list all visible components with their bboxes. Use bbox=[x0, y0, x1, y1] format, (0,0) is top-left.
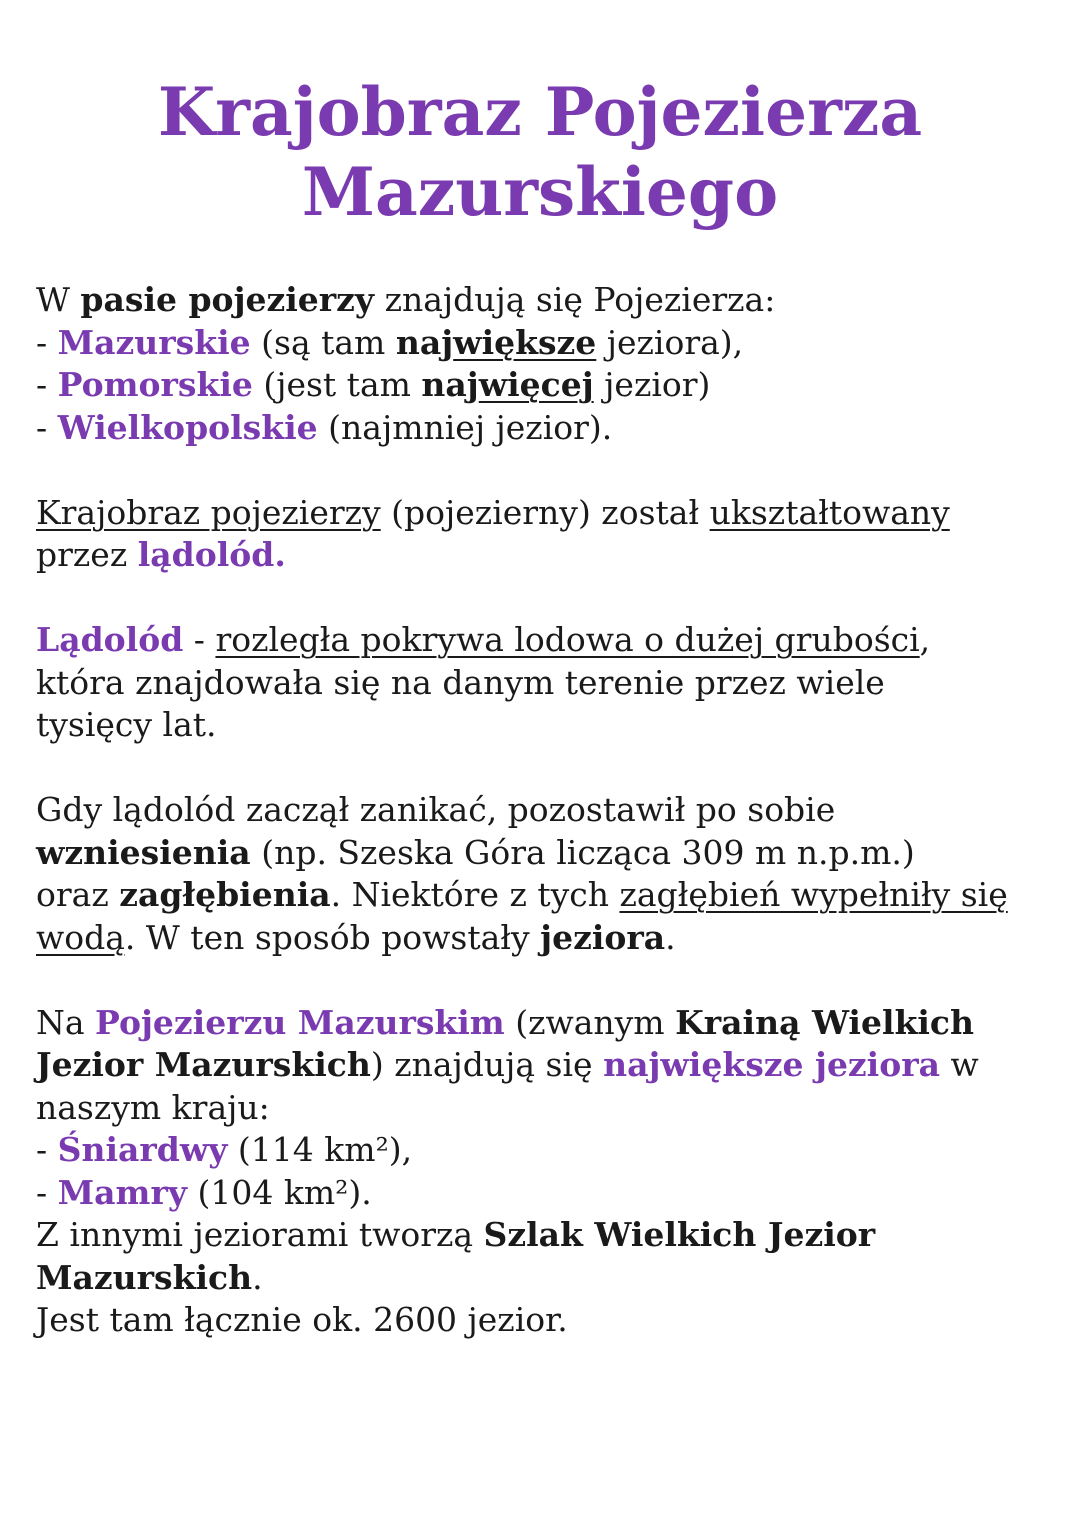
spacer bbox=[36, 577, 1046, 620]
paragraph-line bbox=[36, 1002, 1046, 1045]
section-lake-districts bbox=[36, 279, 1046, 449]
underlined-term: wodą bbox=[36, 917, 125, 957]
text: oraz bbox=[36, 875, 120, 914]
paragraph-line bbox=[36, 874, 1046, 917]
paragraph-line bbox=[36, 1214, 1046, 1257]
paragraph-line bbox=[36, 1044, 1046, 1087]
paragraph-line: Jest tam łącznie ok. 2600 jezior. bbox=[36, 1300, 568, 1339]
text: . bbox=[665, 917, 676, 957]
underlined-term: zagłębień wypełniły się bbox=[619, 875, 1008, 914]
highlight-term: lądolód. bbox=[137, 535, 286, 574]
bold-underlined-term: większe bbox=[453, 322, 597, 362]
text: znajdują się Pojezierza: bbox=[374, 280, 776, 319]
spacer bbox=[36, 449, 1046, 492]
bold-term: pasie pojezierzy bbox=[80, 280, 375, 319]
region-name: Pomorskie bbox=[57, 365, 253, 404]
text: W bbox=[36, 280, 81, 319]
page-title bbox=[0, 72, 1080, 232]
underlined-term: rozległa pokrywa lodowa o dużej grubości bbox=[215, 620, 920, 659]
section-masurian bbox=[36, 1002, 1046, 1342]
text: , bbox=[919, 620, 931, 659]
section-definition bbox=[36, 619, 1046, 747]
title-line-1: Krajobraz Pojezierza bbox=[157, 73, 923, 151]
list-dash: - bbox=[36, 1130, 58, 1169]
text: (zwanym bbox=[504, 1002, 676, 1042]
list-dash: - bbox=[36, 407, 58, 447]
highlight-term: największe jeziora bbox=[603, 1045, 940, 1084]
highlight-term: Pojezierzu Mazurskim bbox=[95, 1002, 505, 1042]
definition-term: Lądolód bbox=[36, 620, 184, 659]
intro-line bbox=[36, 279, 1046, 322]
paragraph-line bbox=[36, 534, 1046, 577]
paragraph-line bbox=[36, 917, 1046, 960]
bold-term: naj bbox=[395, 322, 454, 362]
lake-name: Śniardwy bbox=[57, 1130, 228, 1169]
bold-term: Jezior Mazurskich bbox=[36, 1045, 371, 1084]
bold-term: naj bbox=[421, 365, 479, 404]
text: . Niektóre z tych bbox=[330, 875, 620, 914]
underlined-term: ukształtowany bbox=[709, 492, 950, 532]
text: Na bbox=[36, 1002, 96, 1042]
list-item bbox=[36, 364, 1046, 407]
lake-name: Mamry bbox=[57, 1172, 188, 1212]
text: - bbox=[183, 620, 216, 659]
bold-term: Szlak Wielkich Jezior bbox=[483, 1215, 876, 1254]
spacer bbox=[36, 959, 1046, 1002]
list-dash: - bbox=[36, 365, 58, 404]
text: (najmniej jezior). bbox=[317, 407, 613, 447]
lake-area: (104 km²). bbox=[187, 1172, 372, 1212]
text: ) znajdują się bbox=[370, 1045, 604, 1084]
list-item bbox=[36, 1129, 1046, 1172]
paragraph-line bbox=[36, 492, 1046, 535]
spacer bbox=[36, 747, 1046, 790]
list-dash: - bbox=[36, 322, 58, 362]
bold-term: zagłębienia bbox=[119, 875, 331, 914]
list-item bbox=[36, 322, 1046, 365]
text: jezior) bbox=[593, 365, 711, 404]
text: . bbox=[252, 1257, 263, 1297]
text: (jest tam bbox=[252, 365, 422, 404]
text: (np. Szeska Góra licząca 309 m n.p.m.) bbox=[250, 832, 915, 872]
paragraph-line bbox=[36, 1257, 1046, 1300]
text: . W ten sposób powstały bbox=[124, 917, 541, 957]
bold-term: Krainą Wielkich bbox=[675, 1002, 974, 1042]
section-landscape bbox=[36, 492, 1046, 577]
paragraph-line: która znajdowała się na danym terenie przez wiele bbox=[36, 662, 885, 702]
text: w bbox=[940, 1045, 979, 1084]
text: przez bbox=[36, 535, 138, 574]
paragraph-line: Gdy lądolód zaczął zanikać, pozostawił po sobie bbox=[36, 790, 836, 829]
bold-term: jeziora bbox=[540, 917, 666, 957]
text: (są tam bbox=[250, 322, 396, 362]
lake-area: (114 km²), bbox=[227, 1130, 413, 1169]
underlined-term: Krajobraz pojezierzy bbox=[36, 492, 381, 532]
bold-underlined-term: więcej bbox=[478, 365, 594, 404]
region-name: Wielkopolskie bbox=[57, 407, 318, 447]
text: (pojezierny) został bbox=[380, 492, 710, 532]
paragraph-line: naszym kraju: bbox=[36, 1087, 270, 1127]
paragraph-line: tysięcy lat. bbox=[36, 705, 217, 744]
region-name: Mazurskie bbox=[57, 322, 251, 362]
bold-term: Mazurskich bbox=[36, 1257, 253, 1297]
title-line-2: Mazurskiego bbox=[301, 153, 779, 231]
document-body bbox=[36, 279, 1046, 1342]
text: jeziora), bbox=[596, 322, 744, 362]
text: Z innymi jeziorami tworzą bbox=[36, 1215, 484, 1254]
paragraph-line bbox=[36, 832, 1046, 875]
list-dash: - bbox=[36, 1172, 58, 1212]
list-item bbox=[36, 407, 1046, 450]
paragraph-line bbox=[36, 619, 1046, 662]
list-item bbox=[36, 1172, 1046, 1215]
bold-term: wzniesienia bbox=[36, 832, 251, 872]
section-formation bbox=[36, 789, 1046, 959]
